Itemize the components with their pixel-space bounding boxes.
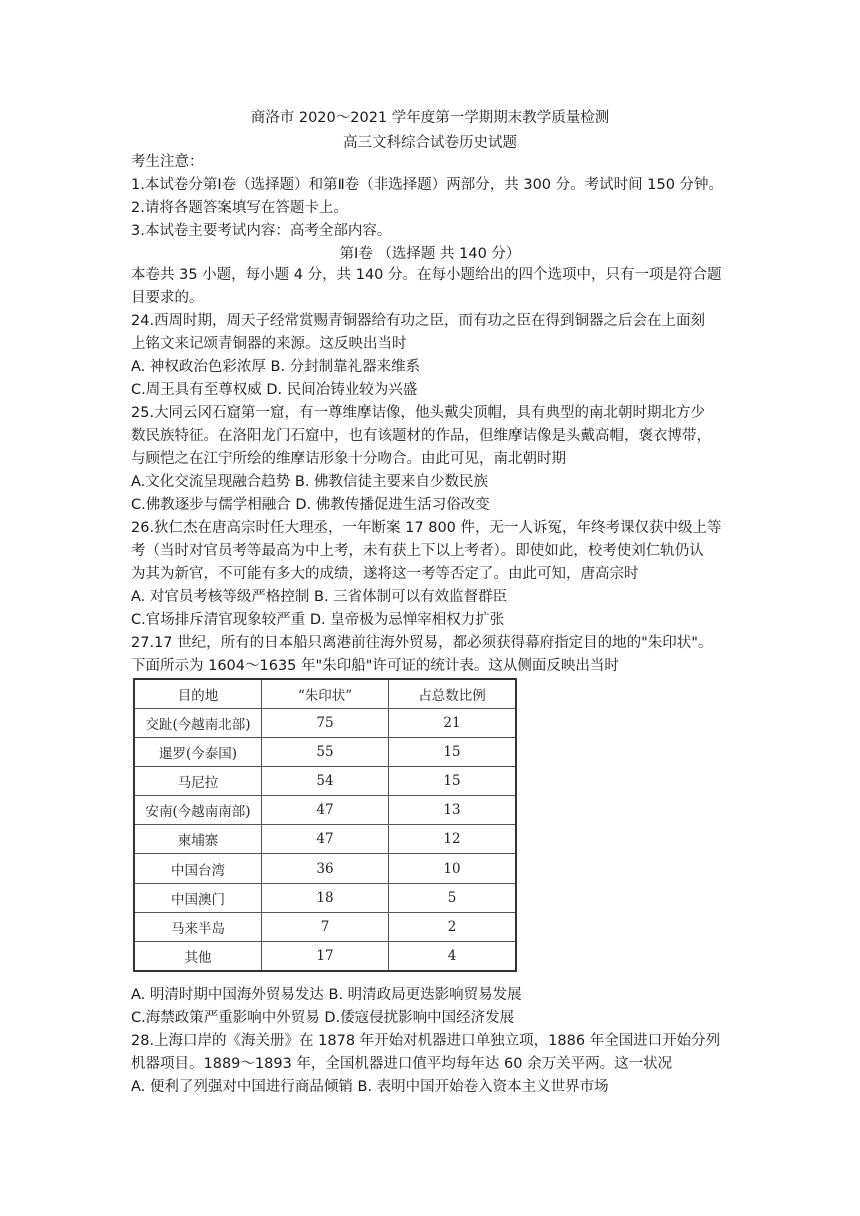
- table-header-cell: 目的地: [134, 679, 261, 709]
- table-cell: 21: [389, 709, 517, 738]
- question-28-text: 机器项目。1889～1893 年，全国机器进口值平均每年达 60 余万关平两。这一状况: [131, 1056, 673, 1072]
- table-row: [134, 854, 516, 883]
- table-cell: 17: [261, 941, 388, 971]
- table-cell: 54: [261, 767, 388, 796]
- question-27-options: A. 明清时期中国海外贸易发达 B. 明清政局更迭影响贸易发展: [131, 987, 522, 1003]
- question-25-options: A.文化交流呈现融合趋势 B. 佛教信徒主要来自少数民族: [131, 474, 489, 490]
- note-item: 1.本试卷分第Ⅰ卷（选择题）和第Ⅱ卷（非选择题）两部分，共 300 分。考试时间 150 分钟。: [131, 177, 724, 193]
- table-cell: 马尼拉: [134, 767, 261, 796]
- table-row: [134, 912, 516, 941]
- table-cell: 36: [261, 854, 388, 883]
- question-26-text: 26.狄仁杰在唐高宗时任大理丞，一年断案 17 800 件，无一人诉冤，年终考课仅获中级上等: [131, 520, 722, 536]
- exam-subtitle: 高三文科综合试卷历史试题: [343, 135, 517, 151]
- table-row: [134, 738, 516, 767]
- exam-title: 商洛市 2020～2021 学年度第一学期期末教学质量检测: [250, 110, 610, 126]
- question-24-options: A. 神权政治色彩浓厚 B. 分封制靠礼器来维系: [131, 359, 421, 375]
- table-cell: 4: [389, 941, 517, 971]
- table-cell: 其他: [134, 941, 261, 971]
- table-header-cell: “朱印状”: [261, 679, 388, 709]
- table-row: [134, 767, 516, 796]
- question-27-text: 27.17 世纪，所有的日本船只离港前往海外贸易，都必须获得幕府指定目的地的"朱印状"。: [131, 635, 713, 651]
- table-cell: 75: [261, 709, 388, 738]
- table-cell: 47: [261, 796, 388, 825]
- question-27-options: C.海禁政策严重影响中外贸易 D.倭寇侵扰影响中国经济发展: [131, 1010, 515, 1026]
- question-28-text: 28.上海口岸的《海关册》在 1878 年开始对机器进口单独立项，1886 年全国进口开始分列: [131, 1033, 721, 1049]
- table-cell: 13: [389, 796, 517, 825]
- vermilion-seal-table: [133, 678, 517, 972]
- table-header-row: [134, 679, 516, 709]
- table-row: [134, 941, 516, 971]
- question-25-text: 与顾恺之在江宁所绘的维摩诘形象十分吻合。由此可见，南北朝时期: [131, 451, 566, 467]
- table-cell: 55: [261, 738, 388, 767]
- section-intro: 目要求的。: [131, 290, 204, 306]
- table-cell: 柬埔寨: [134, 825, 261, 854]
- table-row: [134, 883, 516, 912]
- notes-heading: 考生注意：: [131, 154, 204, 170]
- table-row: [134, 709, 516, 738]
- note-item: 3.本试卷主要考试内容：高考全部内容。: [131, 223, 392, 239]
- question-27-text: 下面所示为 1604～1635 年"朱印船"许可证的统计表。这从侧面反映出当时: [131, 658, 619, 674]
- table-cell: 7: [261, 912, 388, 941]
- section-title: 第Ⅰ卷 （选择题 共 140 分）: [339, 246, 521, 262]
- question-28-options: A. 便利了列强对中国进行商品倾销 B. 表明中国开始卷入资本主义世界市场: [131, 1079, 609, 1095]
- question-26-text: 为其为新官，不可能有多大的成绩，遂将这一考等否定了。由此可知，唐高宗时: [131, 566, 639, 582]
- note-item: 2.请将各题答案填写在答题卡上。: [131, 200, 348, 216]
- table-cell: 5: [389, 883, 517, 912]
- table-cell: 10: [389, 854, 517, 883]
- question-26-options: A. 对官员考核等级严格控制 B. 三省体制可以有效监督群臣: [131, 589, 508, 605]
- table-cell: 47: [261, 825, 388, 854]
- question-25-options: C.佛教逐步与儒学相融合 D. 佛教传播促进生活习俗改变: [131, 497, 490, 513]
- table-cell: 18: [261, 883, 388, 912]
- question-26-text: 考（当时对官员考等最高为中上考，未有获上下以上考者）。即使如此，校考使刘仁轨仍认: [131, 543, 704, 559]
- question-26-options: C.官场排斥清官现象较严重 D. 皇帝极为忌惮宰相权力扩张: [131, 612, 505, 628]
- table-cell: 中国澳门: [134, 883, 261, 912]
- table-row: [134, 825, 516, 854]
- table-cell: 交趾(今越南北部): [134, 709, 261, 738]
- section-intro: 本卷共 35 小题，每小题 4 分，共 140 分。在每小题给出的四个选项中，只有一项是符合题: [131, 267, 722, 283]
- question-24-text: 上铭文来记颂青铜器的来源。这反映出当时: [131, 336, 407, 352]
- table-cell: 暹罗(今泰国): [134, 738, 261, 767]
- table-cell: 中国台湾: [134, 854, 261, 883]
- question-24-text: 24.西周时期，周天子经常赏赐青铜器给有功之臣，而有功之臣在得到铜器之后会在上面刻: [131, 313, 706, 329]
- question-25-text: 数民族特征。在洛阳龙门石窟中，也有该题材的作品，但维摩诘像是头戴高帽，褒衣博带，: [131, 428, 711, 444]
- table-cell: 15: [389, 767, 517, 796]
- table-cell: 15: [389, 738, 517, 767]
- table-header-cell: 占总数比例: [389, 679, 517, 709]
- question-24-options: C.周王具有至尊权威 D. 民间冶铸业较为兴盛: [131, 382, 418, 398]
- table-row: [134, 796, 516, 825]
- table-cell: 安南(今越南南部): [134, 796, 261, 825]
- table-cell: 2: [389, 912, 517, 941]
- table-cell: 马来半岛: [134, 912, 261, 941]
- table-cell: 12: [389, 825, 517, 854]
- question-25-text: 25.大同云冈石窟第一窟，有一尊维摩诘像，他头戴尖顶帽，具有典型的南北朝时期北方少: [131, 405, 706, 421]
